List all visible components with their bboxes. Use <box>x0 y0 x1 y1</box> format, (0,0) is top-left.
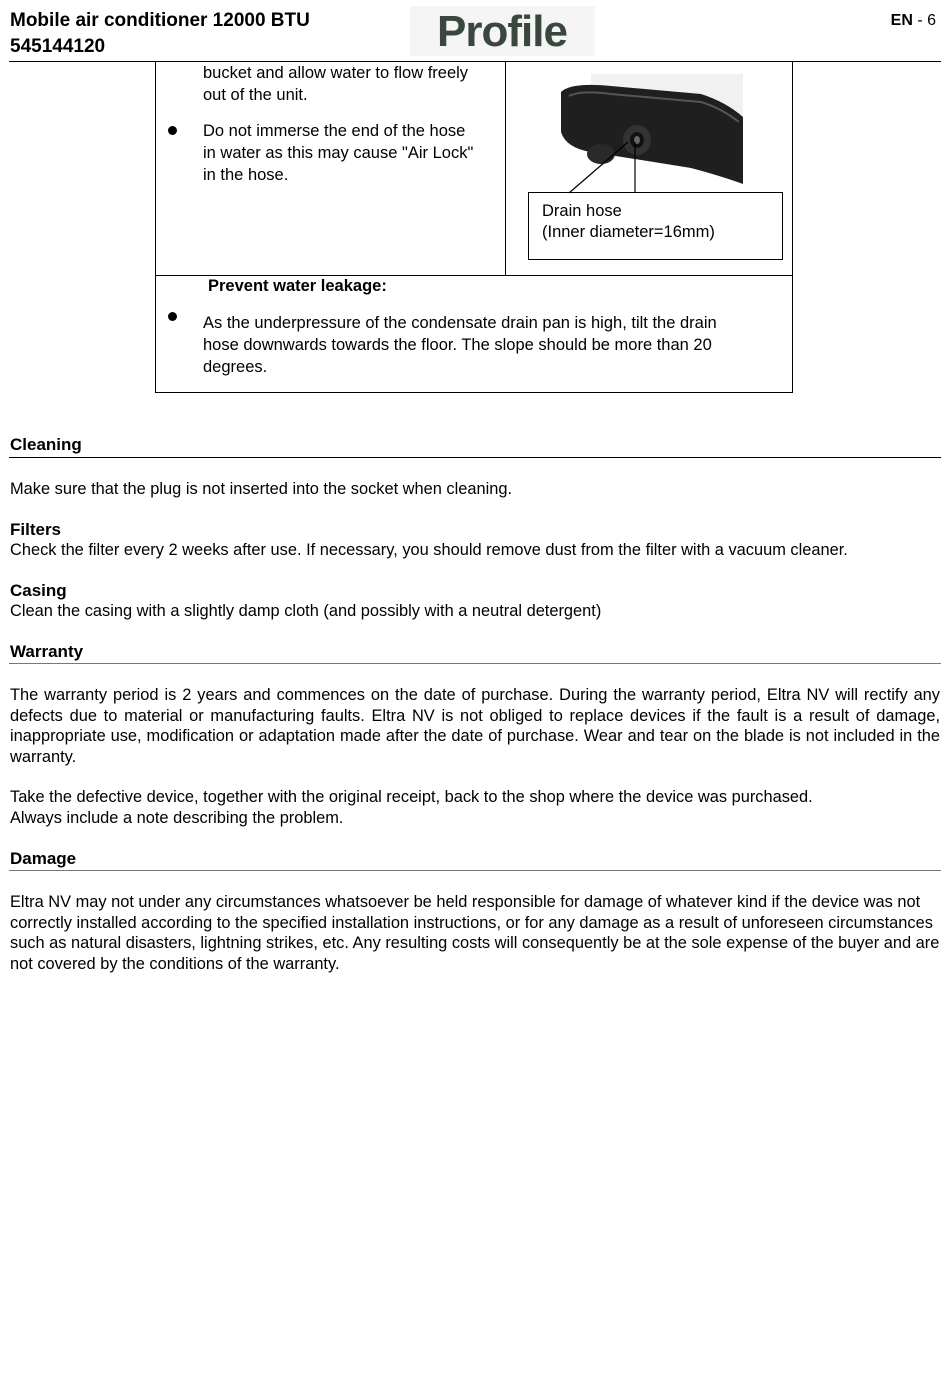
casing-heading: Casing <box>10 581 67 600</box>
callout-line: Drain hose <box>542 202 622 220</box>
cleaning-heading: Cleaning <box>10 435 82 454</box>
cell-line: bucket and allow water to flow freely <box>203 64 469 82</box>
paragraph-line: Always include a note describing the problem. <box>10 808 344 827</box>
paragraph-line: Take the defective device, together with the original receipt, back to the shop where the device was purchased. <box>10 788 813 806</box>
damage-heading: Damage <box>10 849 77 868</box>
drain-hose-callout <box>528 192 783 260</box>
page-number-value: 6 <box>927 12 936 29</box>
section-divider <box>9 457 941 458</box>
page-separator: - <box>912 12 928 29</box>
cell-line: As the underpressure of the condensate drain pan is high, tilt the drain <box>203 314 717 332</box>
casing-text: Clean the casing with a slightly damp cloth (and possibly with a neutral detergent) <box>10 602 602 620</box>
drain-instructions-table <box>155 62 793 393</box>
profile-logo <box>410 6 595 56</box>
cleaning-intro: Make sure that the plug is not inserted into the socket when cleaning. <box>10 480 513 498</box>
section-divider <box>9 870 941 871</box>
callout-label <box>542 201 715 243</box>
cell-line: in the hose. <box>203 166 289 184</box>
product-code: 545144120 <box>10 36 106 57</box>
warranty-heading: Warranty <box>10 642 84 661</box>
warranty-return-text <box>10 787 940 828</box>
cell-line: out of the unit. <box>203 86 308 104</box>
filters-text: Check the filter every 2 weeks after use. If necessary, you should remove dust from the filter with a vacuum cleaner. <box>10 541 848 559</box>
leakage-heading: Prevent water leakage: <box>208 277 387 295</box>
product-name: Mobile air conditioner 12000 BTU <box>10 10 310 31</box>
svg-text:Profile: Profile <box>437 7 567 56</box>
cell-line: in water as this may cause "Air Lock" <box>203 144 474 162</box>
cell-line: degrees. <box>203 358 268 376</box>
cell-line: Do not immerse the end of the hose <box>203 122 466 140</box>
filters-heading: Filters <box>10 520 62 539</box>
bullet-icon <box>168 312 177 321</box>
warranty-paragraph: The warranty period is 2 years and commences on the date of purchase. During the warranty period, Eltra NV will rectify any defects due to material or manufacturing faults. Eltra NV is not obliged to replace devices if the fault is a result of damage, inappropriate use, modification or adaptation made after the date of purchase. Wear and tear on the blade is not included in the warranty. <box>10 686 940 766</box>
cell-line: hose downwards towards the floor. The slope should be more than 20 <box>203 336 712 354</box>
page-number <box>891 10 936 32</box>
section-divider <box>9 663 941 664</box>
callout-line: (Inner diameter=16mm) <box>542 223 715 241</box>
leakage-text <box>203 312 717 378</box>
document-title <box>10 8 310 60</box>
page-language: EN <box>890 12 913 29</box>
damage-paragraph: Eltra NV may not under any circumstances whatsoever be held responsible for damage of whatever kind if the device was not correctly installed according to the specified installation instructions, or for any damage as a result of unforeseen circumstances such as natural disasters, lightning strikes, etc. Any resulting costs will consequently be at the sole expense of the buyer and are not covered by the conditions of the warranty. <box>10 893 940 973</box>
